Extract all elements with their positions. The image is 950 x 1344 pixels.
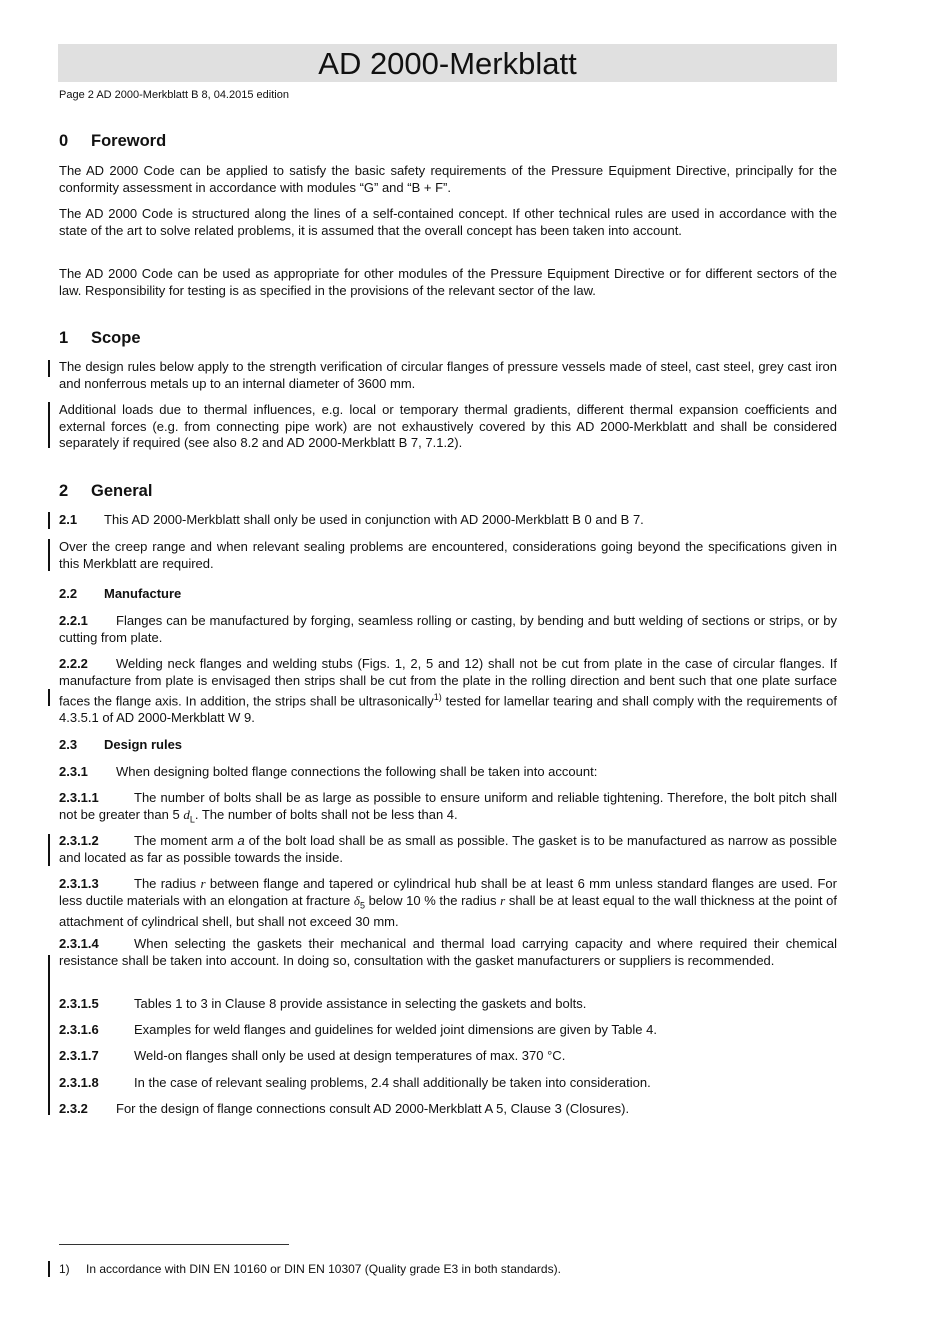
clause-2-3-1-2: 2.3.1.2 The moment arm a of the bolt load shall be as small as possible. The gasket is to be manufactured as narrow as possible and located as far as possible towards the inside. [59, 833, 837, 865]
subsection-heading-manufacture: 2.2 Manufacture [59, 586, 182, 601]
footnote-number: 1) [59, 1262, 70, 1276]
footnote-text: In accordance with DIN EN 10160 or DIN EN 10307 (Quality grade E3 in both standards). [86, 1262, 561, 1276]
foreword-paragraph-2: The AD 2000 Code is structured along the lines of a self-contained concept. If other technical rules are used in accordance with the state of the art to solve related problems, it is assumed that the overall concept has been taken into account. [59, 206, 837, 238]
clause-2-3-1-3: 2.3.1.3 The radius r between flange and tapered or cylindrical hub shall be at least 6 mm unless standard flanges are used. For less ductile materials with an elongation at fracture $\delta_5$ below 10 % the radius r shall be at least equal to the wall thickness at the point of attachment of cylindrical shell, but shall not exceed 30 mm. [59, 876, 838, 929]
clause-2-2-1: 2.2.1 Flanges can be manufactured by forging, seamless rolling or casting, by bending and butt welding of sections or strips, or by cutting from plate. [59, 613, 837, 645]
clause-2-3-1: 2.3.1 When designing bolted flange connections the following shall be taken into account: [59, 764, 598, 779]
clause-2-3-1-6: 2.3.1.6 Examples for weld flanges and guidelines for welded joint dimensions are given by Table 4. [59, 1022, 657, 1037]
change-bar [48, 1261, 50, 1277]
change-bar [48, 689, 50, 706]
footnote-separator [59, 1244, 289, 1245]
foreword-paragraph-1: The AD 2000 Code can be applied to satisfy the basic safety requirements of the Pressure Equipment Directive, principally for the conformity assessment in accordance with modules “G” and “B + F”. [59, 163, 837, 195]
clause-2-3-1-8: 2.3.1.8 In the case of relevant sealing problems, 2.4 shall additionally be taken into consideration. [59, 1075, 651, 1090]
change-bar [48, 834, 50, 866]
clause-2-3-1-5: 2.3.1.5 Tables 1 to 3 in Clause 8 provide assistance in selecting the gaskets and bolts. [59, 996, 587, 1011]
footnote [59, 1262, 561, 1276]
clause-2-3-2: 2.3.2 For the design of flange connections consult AD 2000-Merkblatt A 5, Clause 3 (Closures). [59, 1101, 630, 1116]
clause-2-1-paragraph-2: Over the creep range and when relevant sealing problems are encountered, considerations going beyond the specifications given in this Merkblatt are required. [59, 539, 837, 571]
change-bar [48, 512, 50, 529]
change-bar [48, 955, 50, 1115]
subsection-heading-design-rules: 2.3 Design rules [59, 737, 183, 752]
scope-paragraph-1: The design rules below apply to the strength verification of circular flanges of pressure vessels made of steel, cast steel, grey cast iron and nonferrous metals up to an internal diameter of 3600 mm. [59, 359, 837, 391]
clause-2-1: 2.1 This AD 2000-Merkblatt shall only be used in conjunction with AD 2000-Merkblatt B 0 and B 7. [59, 512, 644, 527]
clause-2-2-2: 2.2.2 Welding neck flanges and welding stubs (Figs. 1, 2, 5 and 12) shall not be cut from plate in the case of circular flanges. If manufacture from plate is envisaged then strips shall be cut from the plate in the rolling direction and bent such that one plate surface faces the flange axis. In addition, the strips shall be ultrasonically$^{1)}$ tested for lamellar tearing and shall comply with the requirements of 4.3.5.1 of AD 2000-Merkblatt W 9. [59, 656, 837, 726]
section-heading-general: 2 General [59, 482, 153, 500]
header-title: AD 2000-Merkblatt [318, 46, 577, 81]
clause-2-3-1-1: 2.3.1.1 The number of bolts shall be as large as possible to ensure uniform and reliable tightening. Therefore, the bolt pitch shall not be greater than 5 $d_L$. The number of bolts shall not be less than 4. [59, 790, 837, 825]
change-bar [48, 539, 50, 571]
page-info: Page 2 AD 2000-Merkblatt B 8, 04.2015 edition [59, 89, 289, 101]
section-heading-foreword: 0 Foreword [59, 132, 167, 150]
header-title-bar [58, 44, 837, 82]
change-bar [48, 360, 50, 377]
clause-2-3-1-7: 2.3.1.7 Weld-on flanges shall only be used at design temperatures of max. 370 °C. [59, 1048, 566, 1063]
clause-2-3-1-4: 2.3.1.4 When selecting the gaskets their mechanical and thermal load carrying capacity and where required their chemical resistance shall be taken into account. In doing so, consultation with the gasket manufacturers or suppliers is recommended. [59, 936, 837, 968]
change-bar [48, 402, 50, 448]
scope-paragraph-2: Additional loads due to thermal influences, e.g. local or temporary thermal gradients, different thermal expansion coefficients and external forces (e.g. from connecting pipe work) are not exhaustively covered by this AD 2000-Merkblatt and shall be considered separately if required (see also 8.2 and AD 2000-Merkblatt B 7, 7.1.2). [59, 402, 837, 451]
foreword-paragraph-3: The AD 2000 Code can be used as appropriate for other modules of the Pressure Equipment Directive or for different sectors of the law. Responsibility for testing is as specified in the provisions of the relevant sector of the law. [59, 266, 837, 298]
section-heading-scope: 1 Scope [59, 329, 141, 347]
